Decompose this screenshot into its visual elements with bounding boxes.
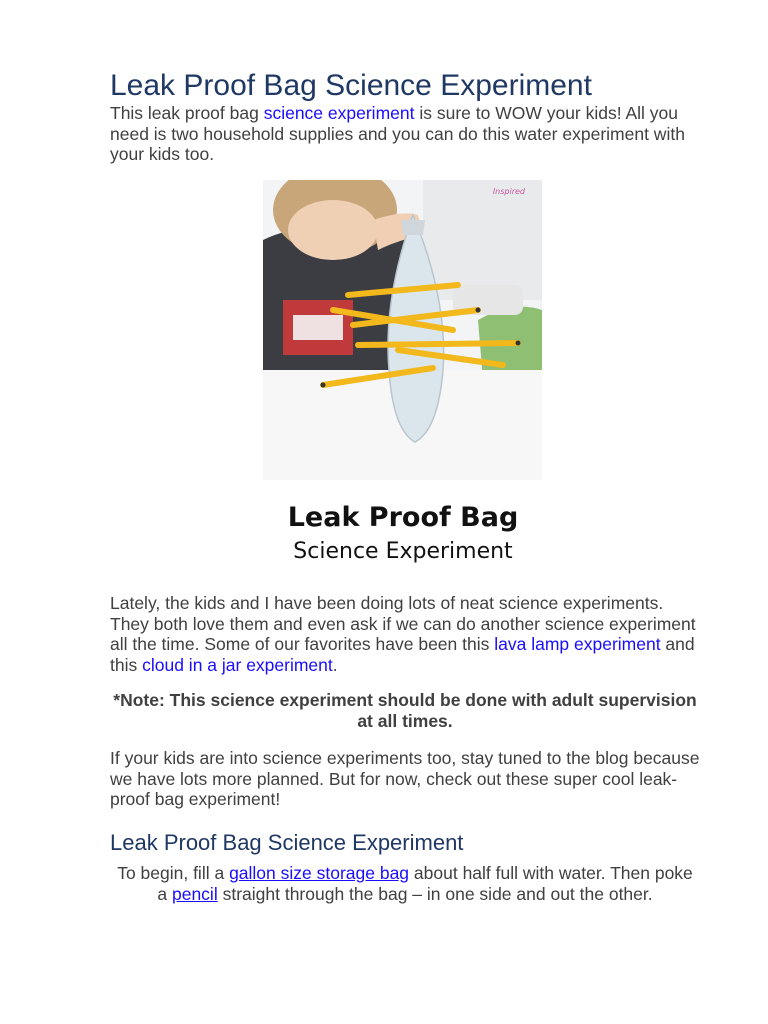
favorites-text-after: . <box>332 654 338 675</box>
intro-text-after: is sure to WOW your kids! All you need is two household supplies and you can do this water experiment with your kids too. <box>110 103 685 164</box>
hero-caption-line1: Leak Proof Bag <box>287 502 519 533</box>
favorites-paragraph <box>110 593 700 675</box>
hero-photo-illustration <box>263 180 542 576</box>
instructions-text-before: To begin, fill a <box>117 863 230 883</box>
intro-paragraph <box>110 103 700 165</box>
section-heading: Leak Proof Bag Science Experiment <box>110 830 464 855</box>
hero-image <box>263 180 542 576</box>
instructions-text-after: straight through the bag – in one side and out the other. <box>217 883 653 904</box>
article-title: Leak Proof Bag Science Experiment <box>110 69 592 102</box>
safety-note: *Note: This science experiment should be done with adult supervision at all times. <box>113 690 697 731</box>
instructions-text-middle: about half full with water. Then poke a <box>157 863 693 904</box>
pencil-link[interactable]: pencil <box>171 883 218 904</box>
cloud-in-a-jar-link[interactable]: cloud in a jar experiment <box>142 654 333 675</box>
hero-watermark: Inspired <box>492 187 525 196</box>
intro-text-before: This leak proof bag <box>110 103 264 123</box>
hero-caption-line2: Science Experiment <box>293 539 513 564</box>
stay-tuned-paragraph: If your kids are into science experiments too, stay tuned to the blog because we have lots more planned. But for now, check out these super cool leak-proof bag experiment! <box>110 748 700 809</box>
instructions-paragraph <box>110 863 700 904</box>
science-experiment-link[interactable]: science experiment <box>263 103 415 123</box>
gallon-storage-bag-link[interactable]: gallon size storage bag <box>229 863 410 883</box>
favorites-text-before: Lately, the kids and I have been doing lots of neat science experiments. They both love them and even ask if we can do another science experiment all the time. Some of our favorites have been this <box>110 593 696 654</box>
favorites-text-middle: and this <box>110 634 695 675</box>
lava-lamp-experiment-link[interactable]: lava lamp experiment <box>494 634 661 654</box>
